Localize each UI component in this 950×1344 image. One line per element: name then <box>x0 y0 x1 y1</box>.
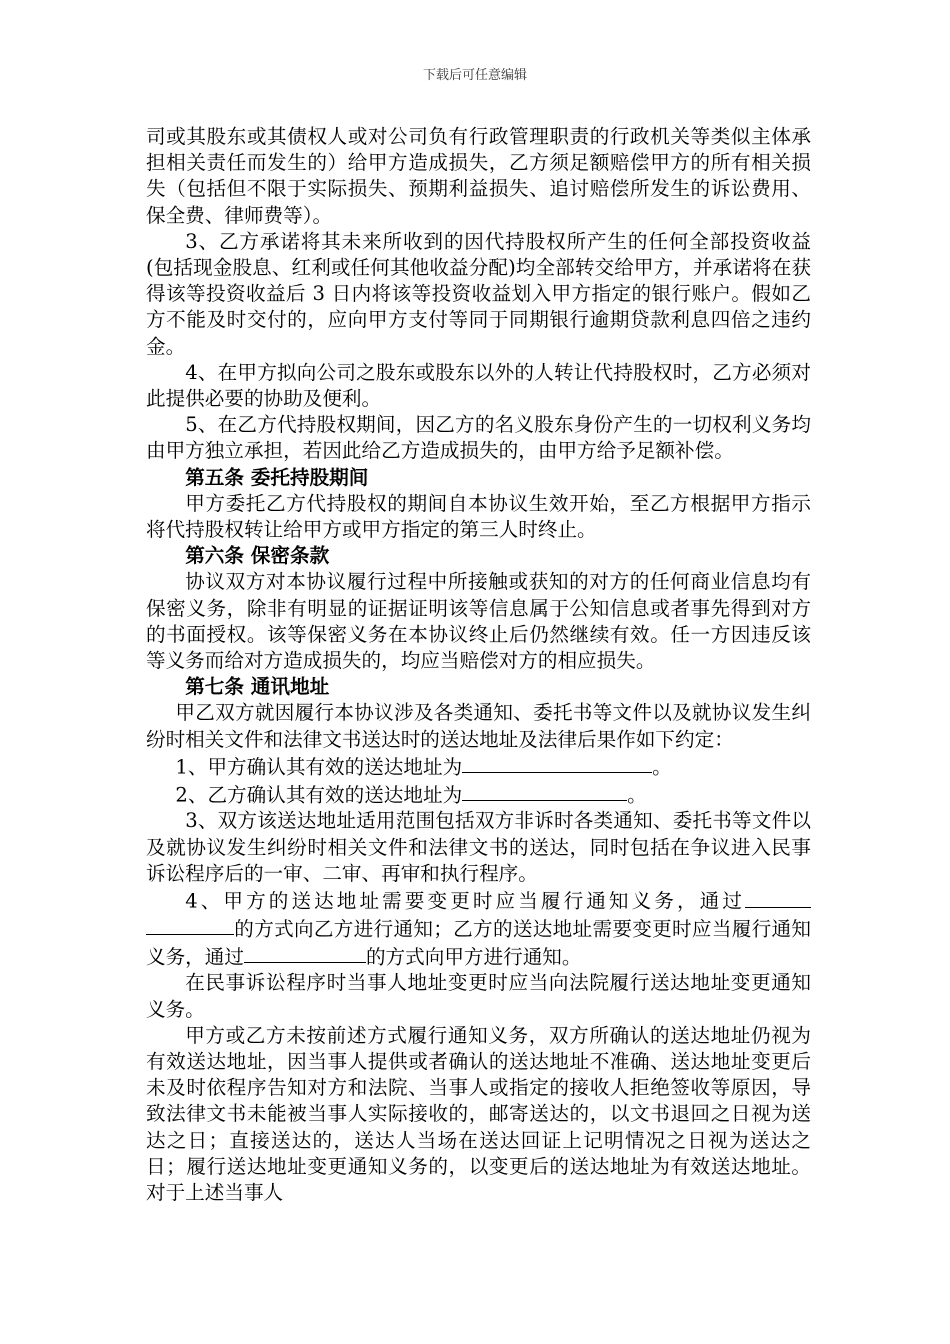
page-header: 下载后可任意编辑 <box>422 68 527 83</box>
party-b-address-blank <box>462 781 627 802</box>
address-change-part-3: 的方式向甲方进行通知。 <box>365 945 582 969</box>
party-a-address-label: 1、甲方确认其有效的送达地址为 <box>175 755 463 779</box>
clause-3-paragraph: 3、乙方承诺将其未来所收到的因代持股权所产生的任何全部投资收益(包括现金股息、红利或任何其他收益分配)均全部转交给甲方，并承诺将在获得该等投资收益后 3 日内将该等投资收益划入甲方指定的银行账户。假如乙方不能及时交付的，应向甲方支付等同于同期银行逾期贷款利息四倍之违约金。 <box>146 229 811 358</box>
article-5-heading: 第五条 委托持股期间 <box>185 465 369 489</box>
party-a-address-end: 。 <box>652 755 672 779</box>
delivery-consequence-paragraph: 甲方或乙方未按前述方式履行通知义务，双方所确认的送达地址仍视为有效送达地址，因当事人提供或者确认的送达地址不准确、送达地址变更后未及时依程序告知对方和法院、当事人或指定的接收人拒绝签收等原因，导致法律文书未能被当事人实际接收的，邮寄送达的，以文书退回之日视为送达之日；直接送达的，送达人当场在送达回证上记明情况之日视为送达之日；履行送达地址变更通知义务的，以变更后的送达地址为有效送达地址。对于上述当事人 <box>146 1023 811 1205</box>
party-b-address-label: 2、乙方确认其有效的送达地址为 <box>175 783 463 807</box>
address-scope-paragraph: 3、双方该送达地址适用范围包括双方非诉时各类通知、委托书等文件以及就协议发生纠纷时相关文件和法律文书的送达，同时包括在争议进入民事诉讼程序后的一审、二审、再审和执行程序。 <box>146 809 811 885</box>
article-7-heading: 第七条 通讯地址 <box>185 675 330 699</box>
notice-method-blank-a-1 <box>745 887 811 908</box>
address-change-part-2: 的方式向乙方进行通知；乙方的送达地址需要变更时应当履行通知义务，通过 <box>146 917 811 969</box>
address-change-paragraph <box>146 887 811 970</box>
notice-method-blank-a-2 <box>146 915 234 936</box>
clause-5-paragraph: 5、在乙方代持股权期间，因乙方的名义股东身份产生的一切权利义务均由甲方独立承担，若因此给乙方造成损失的，由甲方给予足额补偿。 <box>146 413 811 463</box>
party-a-address-line <box>146 753 811 781</box>
court-address-paragraph: 在民事诉讼程序时当事人地址变更时应当向法院履行送达地址变更通知义务。 <box>146 971 811 1021</box>
article-5-paragraph: 甲方委托乙方代持股权的期间自本协议生效开始，至乙方根据甲方指示将代持股权转让给甲方或甲方指定的第三人时终止。 <box>146 491 811 542</box>
clause-4-paragraph: 4、在甲方拟向公司之股东或股东以外的人转让代持股权时，乙方必须对此提供必要的协助及便利。 <box>146 360 811 411</box>
party-a-address-blank <box>462 753 652 774</box>
notice-method-blank-b <box>244 943 366 964</box>
article-7-intro-paragraph: 甲乙双方就因履行本协议涉及各类通知、委托书等文件以及就协议发生纠纷时相关文件和法律文书送达时的送达地址及法律后果作如下约定： <box>146 701 811 751</box>
document-body <box>146 124 811 1206</box>
paragraph: 司或其股东或其债权人或对公司负有行政管理职责的行政机关等类似主体承担相关责任而发生的）给甲方造成损失，乙方须足额赔偿甲方的所有相关损失（包括但不限于实际损失、预期利益损失、追讨赔偿所发生的诉讼费用、保全费、律师费等）。 <box>146 125 811 227</box>
article-6-paragraph: 协议双方对本协议履行过程中所接触或获知的对方的任何商业信息均有保密义务，除非有明显的证据证明该等信息属于公知信息或者事先得到对方的书面授权。该等保密义务在本协议终止后仍然继续有效。任一方因违反该等义务而给对方造成损失的，均应当赔偿对方的相应损失。 <box>146 570 811 673</box>
party-b-address-line <box>146 781 811 809</box>
party-b-address-end: 。 <box>627 783 647 807</box>
article-6-heading: 第六条 保密条款 <box>185 544 330 568</box>
address-change-part-1: 4、甲方的送达地址需要变更时应当履行通知义务，通过 <box>185 889 745 913</box>
